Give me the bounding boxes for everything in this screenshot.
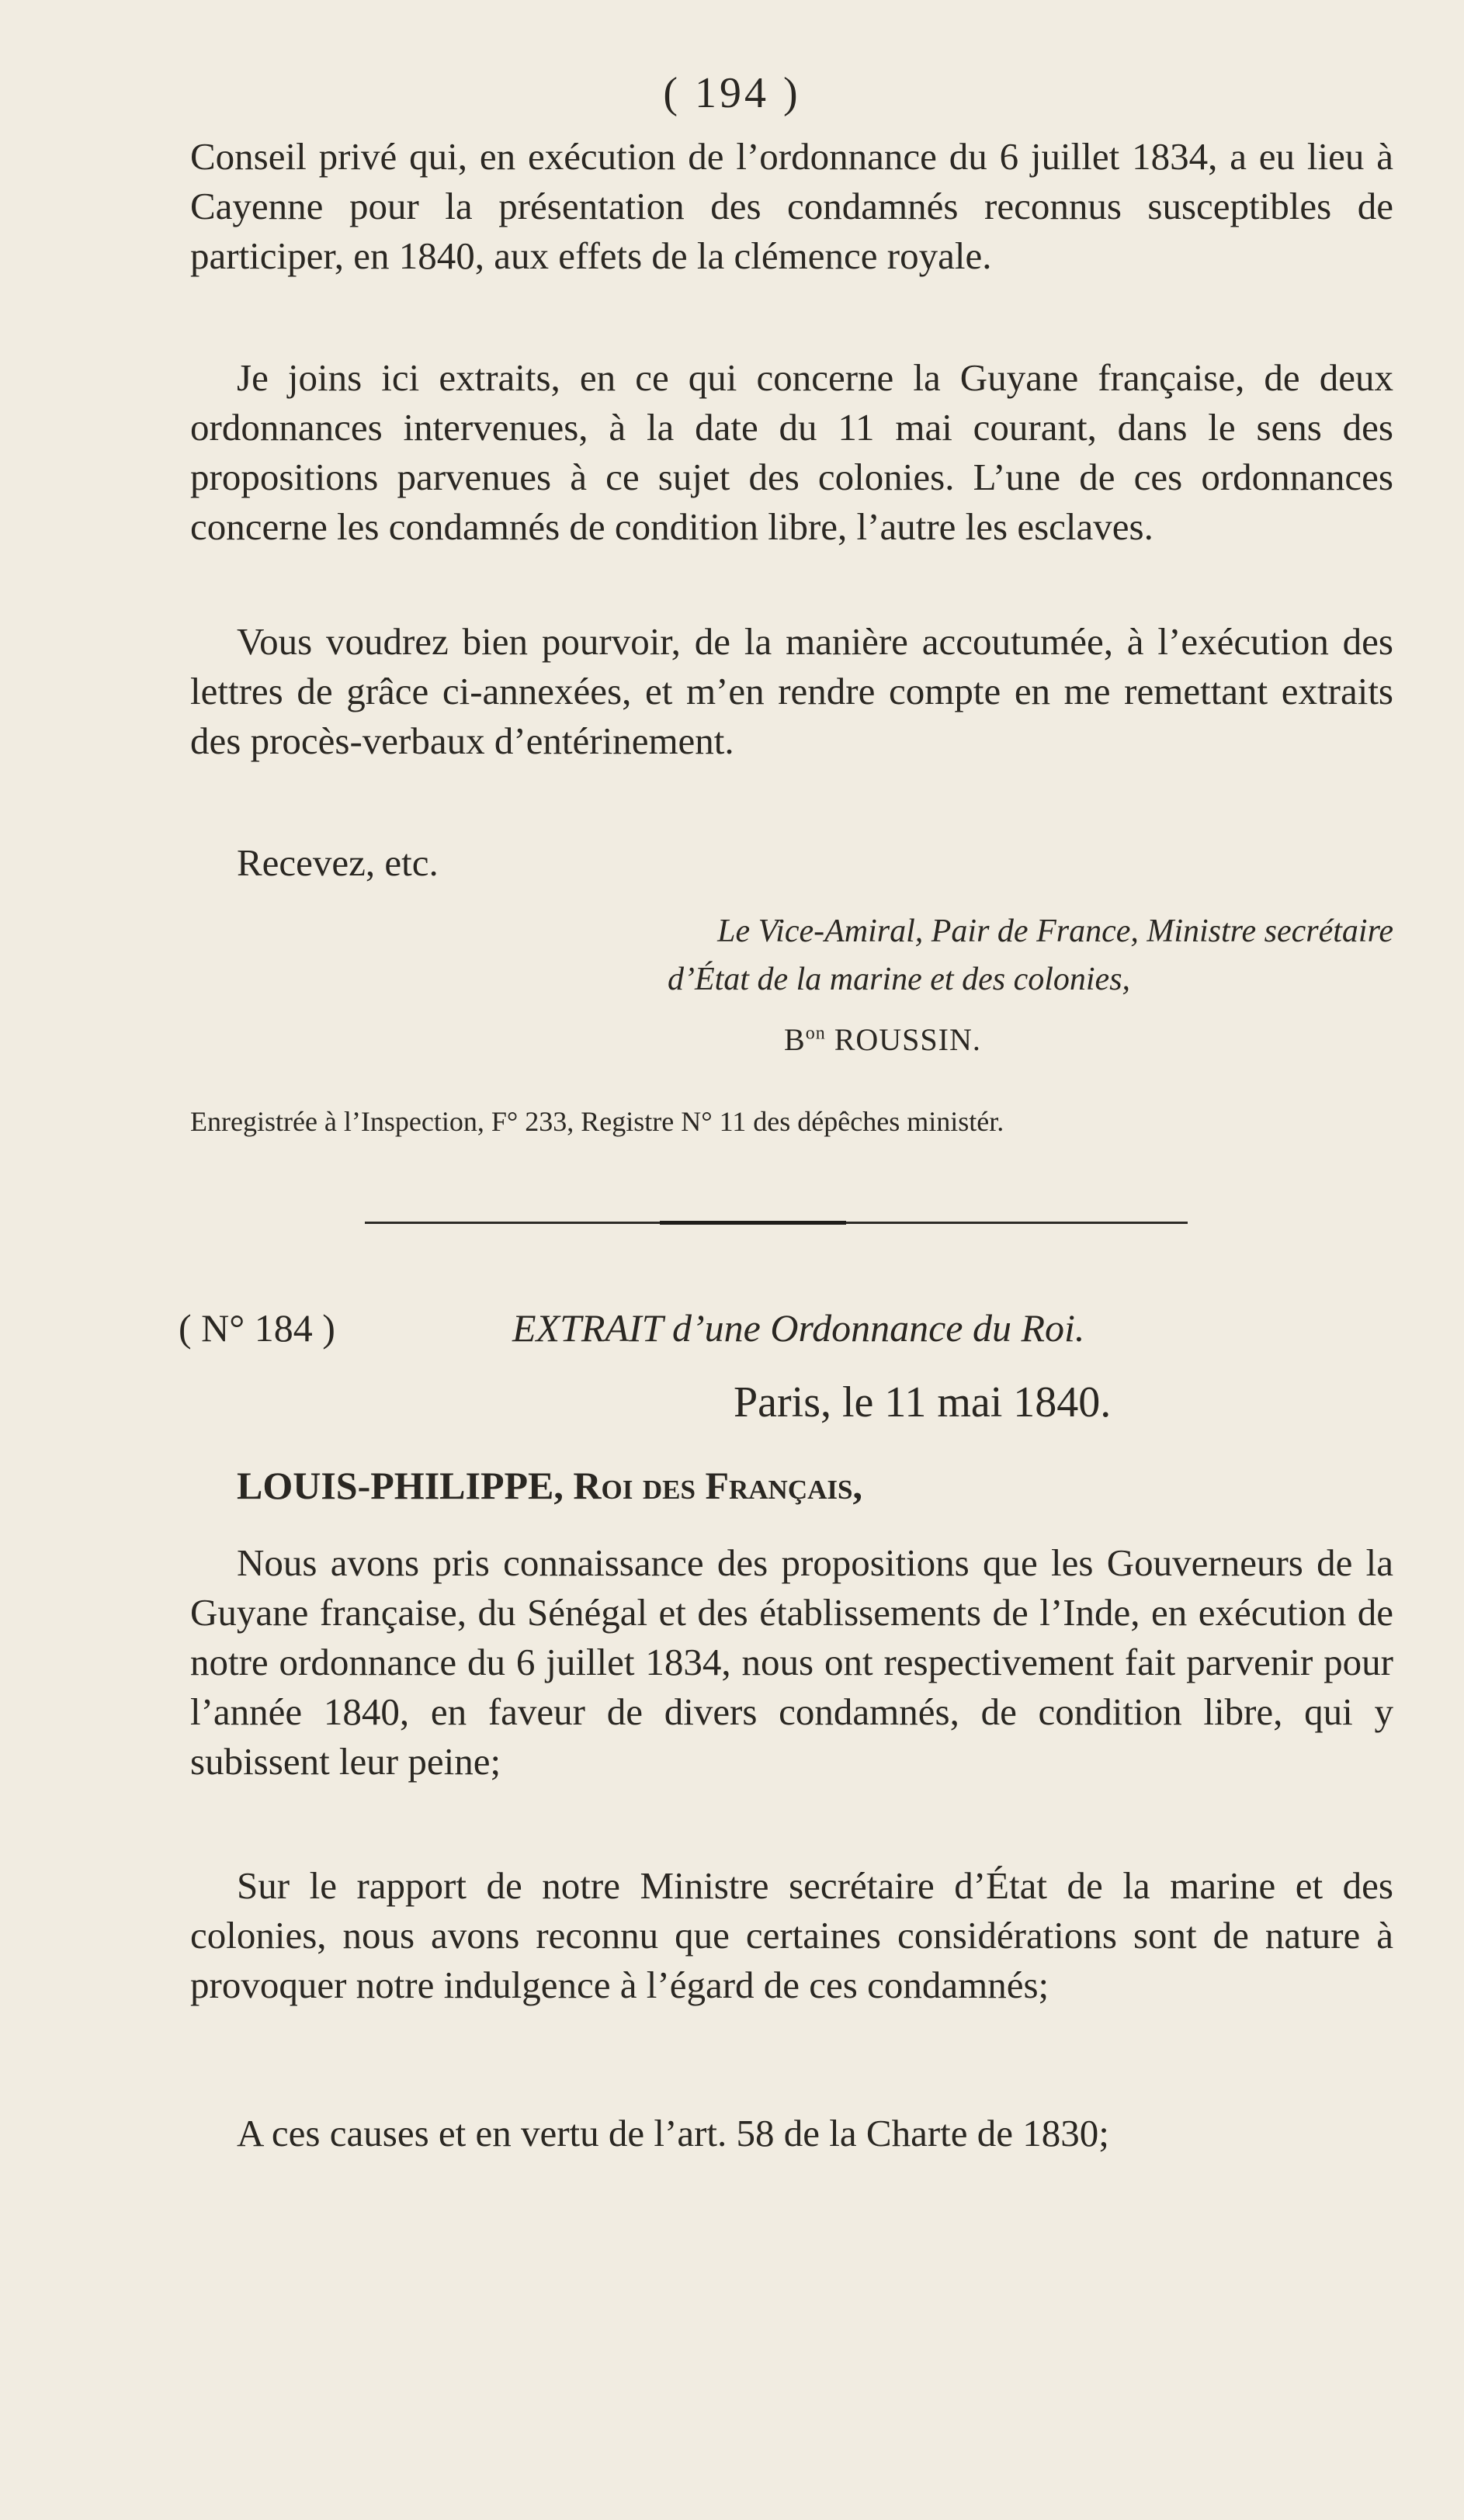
ordinance-paragraph-1 [190,1538,1393,1787]
closing-line-text: Recevez, etc. [237,841,439,884]
closing-line [190,838,1393,888]
ordinance-paragraph-3: A ces causes et en vertu de l’art. 58 de la Charte de 1830; [237,2112,1109,2154]
king-heading [237,1463,862,1508]
king-name: LOUIS-PHILIPPE, [237,1464,564,1507]
paragraph-2 [190,353,1393,552]
ordinance-title: EXTRAIT d’une Ordonnance du Roi. [512,1306,1085,1350]
registration-note: Enregistrée à l’Inspection, F° 233, Registre N° 11 des dépêches ministér. [190,1106,1004,1137]
section-divider [365,1222,1188,1224]
paragraph-1 [190,132,1393,281]
paragraph-1-text: Conseil privé qui, en exécution de l’ordonnance du 6 juillet 1834, a eu lieu à Cayenne pour la présentation des condamnés reconnus susceptibles de participer, en 1840, aux effets de la clémence royale. [190,135,1393,277]
ordinance-paragraph-2-text: Sur le rapport de notre Ministre secrétaire d’État de la marine et des colonies, nous avons reconnu que certaines considérations sont de nature à provoquer notre indulgence à l’égard de ces condamnés; [190,1864,1393,2006]
paragraph-3-text: Vous voudrez bien pourvoir, de la manière accoutumée, à l’exécution des lettres de grâce ci-annexées, et m’en rendre compte en me remettant extraits des procès-verbaux d’entérinement. [190,620,1393,762]
signature-name [784,1021,981,1058]
paragraph-2-text: Je joins ici extraits, en ce qui concerne la Guyane française, de deux ordonnances intervenues, à la date du 11 mai courant, dans le sens des propositions parvenues à ce sujet des colonies. L’une de ces ordonnances concerne les condamnés de condition libre, l’autre les esclaves. [190,356,1393,548]
signature-rank: B [784,1022,806,1057]
ordinance-paragraph-2 [190,1861,1393,2010]
signature-rank-sup: on [805,1023,826,1044]
signature-title-line-1: Le Vice-Amiral, Pair de France, Ministre secrétaire [717,913,1393,949]
page-number: ( 194 ) [663,69,801,117]
signature-title-line-2: d’État de la marine et des colonies, [668,962,1131,997]
signature-surname: ROUSSIN. [834,1022,981,1057]
ordinance-place-date: Paris, le 11 mai 1840. [734,1378,1112,1426]
ordinance-number: ( N° 184 ) [179,1306,335,1350]
ordinance-paragraph-1-text: Nous avons pris connaissance des propositions que les Gouverneurs de la Guyane française, du Sénégal et des établissements de l’Inde, en exécution de notre ordonnance du 6 juillet 1834, nous ont respectivement fait parvenir pour l’année 1840, en faveur de divers condamnés, de condition libre, qui y subissent leur peine; [190,1541,1393,1783]
paragraph-3 [190,617,1393,766]
king-title: Roi des Français, [573,1464,862,1507]
